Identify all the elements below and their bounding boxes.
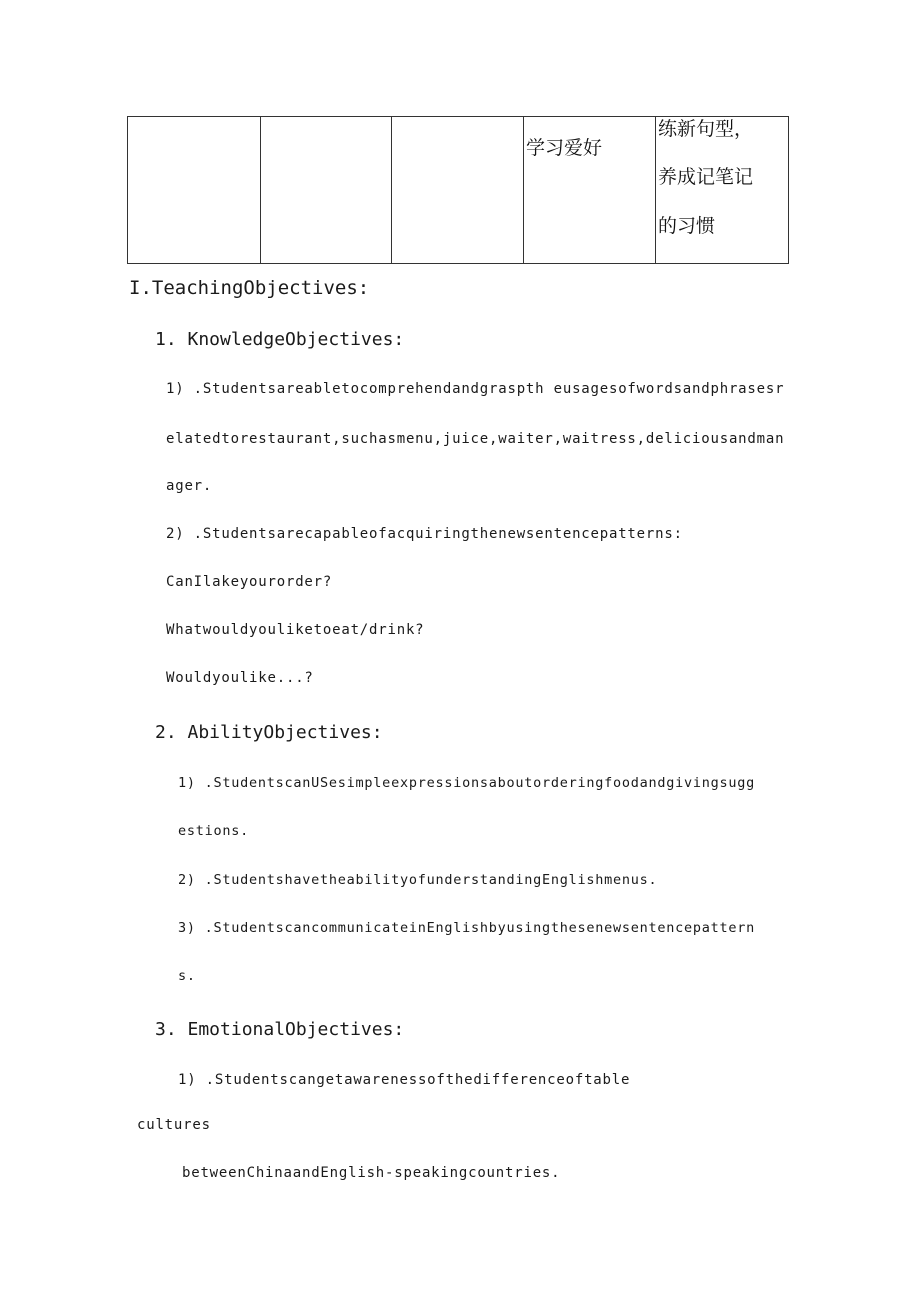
ability-heading: 2. AbilityObjectives: [155, 722, 383, 743]
emotional-heading: 3. EmotionalObjectives: [155, 1019, 405, 1040]
knowledge-item-2: 2) .Studentsarecapableofacquiringthenewsentencepatterns: [166, 526, 683, 542]
knowledge-heading: 1. KnowledgeObjectives: [155, 329, 405, 350]
ability-item-3-cont: s. [178, 968, 196, 984]
sentence-pattern: Whatwouldyouliketoeat/drink? [166, 622, 425, 638]
emotional-item-1-cont: betweenChinaandEnglish-speakingcountries. [182, 1165, 561, 1181]
ability-item-1: 1) .StudentscanUSesimpleexpressionsaboutorderingfoodandgivingsugg [178, 775, 756, 791]
table-cell-note-habit [656, 117, 789, 264]
table-cell [128, 117, 261, 264]
knowledge-item-1-cont: ager. [166, 478, 213, 494]
sentence-pattern: Wouldyoulike...? [166, 670, 314, 686]
table-cell [392, 117, 524, 264]
cell-line: 的习惯 [658, 215, 716, 237]
ability-item-2: 2) .StudentshavetheabilityofunderstandingEnglishmenus. [178, 872, 658, 888]
table-cell-study-hobby: 学习爱好 [524, 117, 656, 264]
knowledge-item-1-cont: elatedtorestaurant,suchasmenu,juice,waiter,waitress,deliciousandman [166, 431, 785, 447]
emotional-item-1: 1) .Studentscangetawarenessofthedifferenceoftable [178, 1072, 631, 1088]
lesson-plan-table [127, 116, 789, 264]
ability-item-3: 3) .StudentscancommunicateinEnglishbyusingthesenewsentencepattern [178, 920, 756, 936]
emotional-item-1-cont: cultures [137, 1117, 211, 1133]
sentence-pattern: CanIlakeyourorder? [166, 574, 333, 590]
table-cell [261, 117, 392, 264]
table-row [128, 117, 789, 264]
cell-line: 养成记笔记 [658, 166, 754, 188]
ability-item-1-cont: estions. [178, 823, 250, 839]
knowledge-item-1: 1) .Studentsareabletocomprehendandgraspth eusagesofwordsandphrasesr [166, 381, 785, 397]
cell-line: 练新句型， [658, 118, 754, 140]
section-heading: I.TeachingObjectives: [129, 277, 370, 299]
